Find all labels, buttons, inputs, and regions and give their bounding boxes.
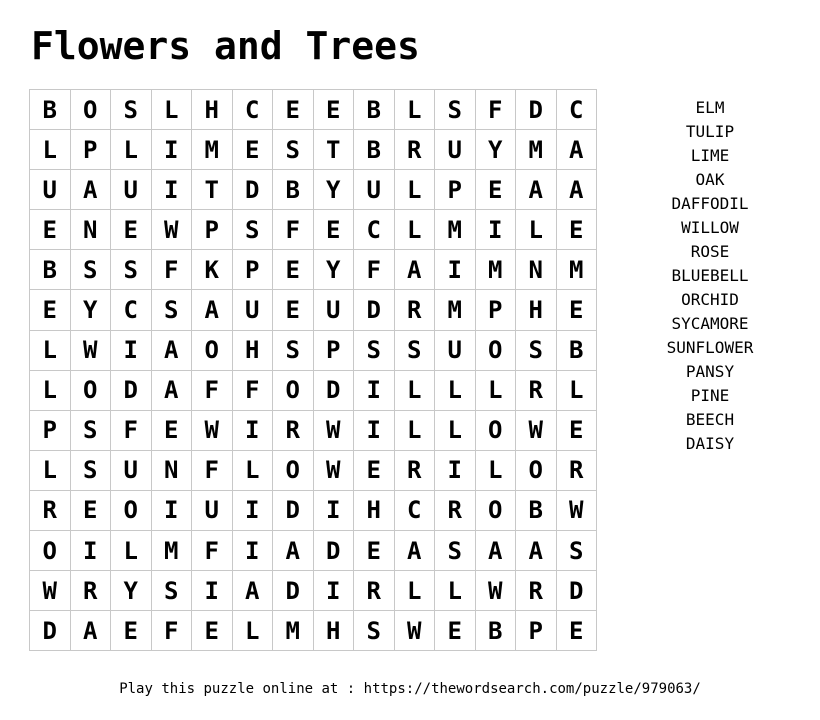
grid-cell: W <box>70 330 111 370</box>
grid-cell: L <box>30 370 71 410</box>
grid-cell: I <box>313 571 354 611</box>
grid-cell: S <box>435 90 476 130</box>
grid-cell: O <box>70 370 111 410</box>
grid-cell: R <box>394 450 435 490</box>
grid-row <box>30 130 597 170</box>
grid-cell: P <box>30 410 71 450</box>
grid-cell: L <box>30 450 71 490</box>
word-list-item: PANSY <box>685 362 735 381</box>
grid-cell: I <box>232 531 273 571</box>
grid-cell: E <box>273 290 314 330</box>
grid-row <box>30 90 597 130</box>
grid-cell: R <box>273 410 314 450</box>
grid-cell: E <box>273 90 314 130</box>
grid-cell: L <box>394 571 435 611</box>
grid-cell: F <box>232 370 273 410</box>
grid-row <box>30 410 597 450</box>
grid-cell: U <box>435 130 476 170</box>
word-list-item: ELM <box>695 98 725 117</box>
grid-cell: L <box>232 450 273 490</box>
grid-cell: M <box>516 130 557 170</box>
grid-cell: L <box>394 90 435 130</box>
grid-cell: R <box>394 130 435 170</box>
grid-cell: N <box>516 250 557 290</box>
grid-cell: Y <box>313 170 354 210</box>
grid-cell: F <box>192 450 233 490</box>
grid-cell: C <box>111 290 152 330</box>
grid-cell: L <box>30 330 71 370</box>
grid-cell: K <box>192 250 233 290</box>
grid-cell: E <box>313 210 354 250</box>
grid-cell: C <box>232 90 273 130</box>
grid-cell: A <box>70 170 111 210</box>
grid-cell: W <box>516 410 557 450</box>
word-list-item: DAISY <box>685 434 735 453</box>
grid-cell: P <box>435 170 476 210</box>
grid-cell: A <box>70 611 111 651</box>
grid-cell: H <box>192 90 233 130</box>
grid-cell: B <box>354 90 395 130</box>
grid-cell: R <box>70 571 111 611</box>
grid-cell: I <box>70 531 111 571</box>
grid-cell: C <box>556 90 597 130</box>
grid-cell: L <box>475 450 516 490</box>
grid-cell: S <box>435 531 476 571</box>
grid-cell: S <box>111 90 152 130</box>
word-list <box>650 96 770 456</box>
grid-cell: I <box>475 210 516 250</box>
grid-cell: L <box>435 571 476 611</box>
grid-cell: S <box>151 571 192 611</box>
grid-cell: E <box>232 130 273 170</box>
grid-cell: E <box>556 611 597 651</box>
grid-cell: L <box>516 210 557 250</box>
grid-cell: L <box>435 410 476 450</box>
grid-cell: D <box>556 571 597 611</box>
grid-cell: E <box>30 210 71 250</box>
grid-cell: E <box>435 611 476 651</box>
grid-cell: O <box>273 450 314 490</box>
grid-cell: E <box>192 611 233 651</box>
grid-cell: C <box>354 210 395 250</box>
grid-cell: M <box>435 290 476 330</box>
grid-cell: O <box>475 490 516 530</box>
grid-cell: S <box>232 210 273 250</box>
word-list-item: BLUEBELL <box>671 266 749 285</box>
grid-cell: L <box>394 170 435 210</box>
grid-cell: P <box>516 611 557 651</box>
letter-grid <box>29 89 597 651</box>
grid-cell: B <box>30 90 71 130</box>
grid-cell: E <box>111 611 152 651</box>
grid-cell: F <box>354 250 395 290</box>
word-list-item: OAK <box>695 170 725 189</box>
grid-cell: I <box>313 490 354 530</box>
grid-cell: P <box>232 250 273 290</box>
grid-cell: O <box>273 370 314 410</box>
grid-cell: W <box>30 571 71 611</box>
grid-cell: D <box>354 290 395 330</box>
grid-cell: B <box>516 490 557 530</box>
grid-cell: W <box>192 410 233 450</box>
grid-cell: I <box>151 130 192 170</box>
grid-cell: T <box>192 170 233 210</box>
grid-cell: H <box>232 330 273 370</box>
grid-cell: U <box>354 170 395 210</box>
grid-cell: A <box>192 290 233 330</box>
word-list-item: BEECH <box>685 410 735 429</box>
word-list-item: SYCAMORE <box>671 314 749 333</box>
grid-cell: L <box>30 130 71 170</box>
grid-row <box>30 370 597 410</box>
grid-cell: U <box>435 330 476 370</box>
grid-cell: P <box>313 330 354 370</box>
grid-row <box>30 250 597 290</box>
grid-cell: O <box>475 410 516 450</box>
grid-cell: E <box>475 170 516 210</box>
grid-cell: F <box>111 410 152 450</box>
grid-cell: O <box>516 450 557 490</box>
grid-row <box>30 531 597 571</box>
grid-cell: O <box>192 330 233 370</box>
grid-cell: R <box>30 490 71 530</box>
grid-cell: Y <box>70 290 111 330</box>
grid-cell: U <box>111 170 152 210</box>
grid-cell: L <box>151 90 192 130</box>
grid-cell: D <box>111 370 152 410</box>
grid-cell: H <box>313 611 354 651</box>
grid-cell: F <box>151 250 192 290</box>
grid-cell: O <box>475 330 516 370</box>
grid-cell: Y <box>313 250 354 290</box>
grid-cell: U <box>192 490 233 530</box>
grid-cell: C <box>394 490 435 530</box>
grid-cell: F <box>192 531 233 571</box>
grid-cell: P <box>475 290 516 330</box>
grid-row <box>30 290 597 330</box>
grid-cell: N <box>70 210 111 250</box>
grid-cell: U <box>232 290 273 330</box>
grid-cell: L <box>394 210 435 250</box>
grid-cell: O <box>111 490 152 530</box>
word-list-item: DAFFODIL <box>671 194 749 213</box>
grid-cell: W <box>313 410 354 450</box>
grid-cell: E <box>30 290 71 330</box>
grid-cell: R <box>556 450 597 490</box>
grid-cell: M <box>151 531 192 571</box>
grid-cell: M <box>435 210 476 250</box>
grid-cell: S <box>151 290 192 330</box>
grid-cell: A <box>516 531 557 571</box>
grid-cell: L <box>232 611 273 651</box>
grid-cell: L <box>111 531 152 571</box>
grid-cell: I <box>354 410 395 450</box>
grid-cell: P <box>70 130 111 170</box>
grid-cell: B <box>556 330 597 370</box>
grid-cell: O <box>70 90 111 130</box>
grid-cell: F <box>475 90 516 130</box>
footer-link-text: Play this puzzle online at : https://thewordsearch.com/puzzle/979063/ <box>119 681 701 697</box>
grid-cell: U <box>111 450 152 490</box>
word-list-item: ROSE <box>690 242 730 261</box>
grid-cell: A <box>394 250 435 290</box>
grid-cell: S <box>70 410 111 450</box>
page-title: Flowers and Trees <box>31 24 420 68</box>
grid-cell: S <box>394 330 435 370</box>
letter-grid-body <box>30 90 597 651</box>
grid-cell: Y <box>111 571 152 611</box>
grid-cell: I <box>435 250 476 290</box>
grid-cell: E <box>151 410 192 450</box>
grid-cell: F <box>273 210 314 250</box>
grid-cell: L <box>435 370 476 410</box>
grid-cell: D <box>30 611 71 651</box>
grid-cell: W <box>313 450 354 490</box>
grid-cell: I <box>151 170 192 210</box>
grid-cell: E <box>273 250 314 290</box>
grid-cell: A <box>232 571 273 611</box>
grid-cell: Y <box>475 130 516 170</box>
grid-cell: I <box>354 370 395 410</box>
grid-cell: R <box>394 290 435 330</box>
grid-cell: S <box>273 130 314 170</box>
grid-cell: S <box>354 611 395 651</box>
word-list-item: ORCHID <box>681 290 739 309</box>
grid-cell: D <box>313 531 354 571</box>
grid-cell: I <box>232 490 273 530</box>
grid-cell: W <box>151 210 192 250</box>
grid-cell: A <box>556 170 597 210</box>
grid-row <box>30 450 597 490</box>
grid-cell: H <box>354 490 395 530</box>
grid-cell: M <box>192 130 233 170</box>
grid-cell: D <box>313 370 354 410</box>
grid-cell: L <box>556 370 597 410</box>
grid-cell: D <box>516 90 557 130</box>
grid-cell: B <box>354 130 395 170</box>
grid-cell: B <box>475 611 516 651</box>
word-list-item: WILLOW <box>681 218 739 237</box>
grid-cell: E <box>313 90 354 130</box>
grid-cell: R <box>516 571 557 611</box>
grid-cell: A <box>556 130 597 170</box>
grid-cell: B <box>30 250 71 290</box>
grid-cell: I <box>435 450 476 490</box>
grid-cell: F <box>151 611 192 651</box>
grid-row <box>30 490 597 530</box>
grid-cell: S <box>556 531 597 571</box>
grid-cell: D <box>273 490 314 530</box>
grid-cell: S <box>70 450 111 490</box>
grid-cell: A <box>273 531 314 571</box>
grid-cell: S <box>273 330 314 370</box>
grid-row <box>30 330 597 370</box>
grid-cell: E <box>70 490 111 530</box>
grid-cell: W <box>394 611 435 651</box>
word-list-item: PINE <box>690 386 730 405</box>
grid-cell: L <box>475 370 516 410</box>
grid-cell: A <box>151 370 192 410</box>
grid-cell: S <box>111 250 152 290</box>
word-list-item: SUNFLOWER <box>666 338 754 357</box>
grid-cell: A <box>475 531 516 571</box>
grid-cell: A <box>151 330 192 370</box>
grid-cell: W <box>475 571 516 611</box>
grid-row <box>30 170 597 210</box>
grid-cell: S <box>70 250 111 290</box>
grid-cell: L <box>111 130 152 170</box>
grid-cell: P <box>192 210 233 250</box>
grid-cell: L <box>394 410 435 450</box>
grid-cell: A <box>394 531 435 571</box>
grid-cell: E <box>354 531 395 571</box>
grid-cell: S <box>354 330 395 370</box>
grid-cell: T <box>313 130 354 170</box>
grid-cell: R <box>354 571 395 611</box>
grid-cell: O <box>30 531 71 571</box>
grid-cell: E <box>556 290 597 330</box>
grid-cell: E <box>556 210 597 250</box>
grid-cell: R <box>516 370 557 410</box>
grid-cell: F <box>192 370 233 410</box>
grid-cell: I <box>151 490 192 530</box>
grid-cell: M <box>475 250 516 290</box>
grid-cell: I <box>232 410 273 450</box>
grid-cell: N <box>151 450 192 490</box>
grid-cell: B <box>273 170 314 210</box>
grid-cell: E <box>354 450 395 490</box>
grid-cell: W <box>556 490 597 530</box>
grid-cell: I <box>192 571 233 611</box>
grid-cell: D <box>232 170 273 210</box>
grid-row <box>30 611 597 651</box>
grid-cell: E <box>556 410 597 450</box>
grid-row <box>30 571 597 611</box>
word-list-item: LIME <box>690 146 730 165</box>
grid-cell: M <box>273 611 314 651</box>
grid-cell: I <box>111 330 152 370</box>
grid-cell: R <box>435 490 476 530</box>
grid-cell: U <box>313 290 354 330</box>
grid-cell: E <box>111 210 152 250</box>
grid-cell: L <box>394 370 435 410</box>
grid-cell: M <box>556 250 597 290</box>
grid-cell: D <box>273 571 314 611</box>
grid-cell: U <box>30 170 71 210</box>
grid-row <box>30 210 597 250</box>
grid-cell: H <box>516 290 557 330</box>
word-list-item: TULIP <box>685 122 735 141</box>
grid-cell: A <box>516 170 557 210</box>
grid-cell: S <box>516 330 557 370</box>
